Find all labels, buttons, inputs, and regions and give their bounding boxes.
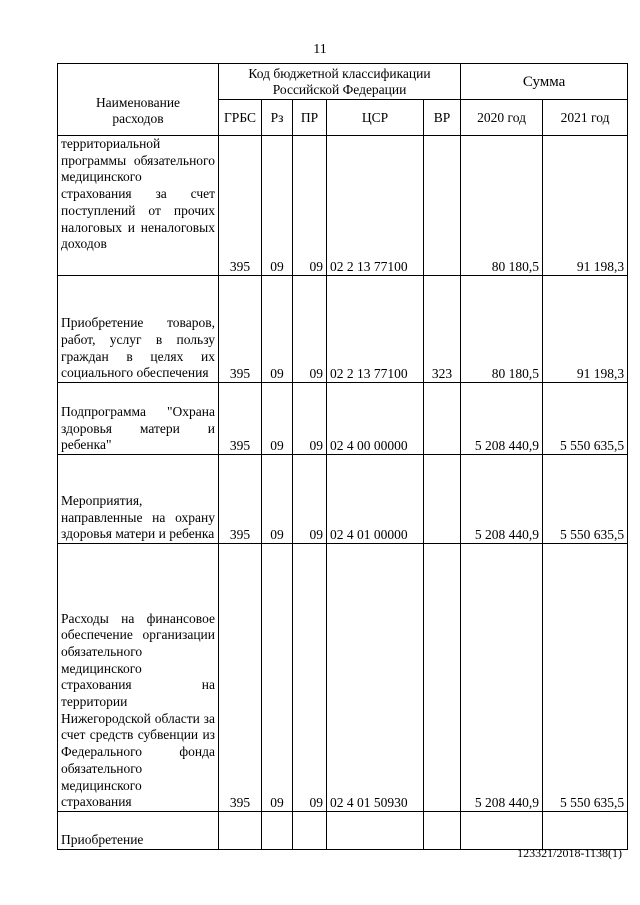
row-pr: 09 (293, 276, 327, 383)
row-2020: 80 180,5 (461, 136, 543, 276)
row-2021: 91 198,3 (543, 136, 628, 276)
row-vr: 323 (424, 276, 461, 383)
row-name: Приобретение (58, 812, 219, 850)
row-csr: 02 4 00 00000 (327, 383, 424, 455)
row-rz: 09 (262, 276, 293, 383)
row-vr (424, 455, 461, 544)
page-number: 11 (313, 42, 327, 57)
header-2021: 2021 год (543, 100, 628, 136)
row-rz: 09 (262, 383, 293, 455)
row-2021: 5 550 635,5 (543, 383, 628, 455)
header-code-group: Код бюджетной классификации Российской Федерации (219, 64, 461, 100)
row-pr: 09 (293, 544, 327, 812)
document-code: 123321/2018-1138(1) (517, 846, 622, 860)
row-csr: 02 2 13 77100 (327, 136, 424, 276)
row-2020: 5 208 440,9 (461, 383, 543, 455)
table-row (58, 383, 628, 455)
row-name: Приобретение товаров, работ, услуг в пользу граждан в целях их социального обеспечения (58, 276, 219, 383)
row-grbs: 395 (219, 136, 262, 276)
row-rz: 09 (262, 544, 293, 812)
row-2020: 5 208 440,9 (461, 544, 543, 812)
row-pr: 09 (293, 136, 327, 276)
row-grbs: 395 (219, 455, 262, 544)
row-csr: 02 2 13 77100 (327, 276, 424, 383)
header-grbs: ГРБС (219, 100, 262, 136)
row-vr (424, 544, 461, 812)
table-row (58, 812, 628, 850)
row-pr: 09 (293, 455, 327, 544)
table-row (58, 455, 628, 544)
table-row (58, 276, 628, 383)
header-name: Наименование расходов (58, 64, 219, 136)
table-row (58, 136, 628, 276)
header-rz: Рз (262, 100, 293, 136)
row-grbs: 395 (219, 544, 262, 812)
row-vr (424, 136, 461, 276)
row-2020: 80 180,5 (461, 276, 543, 383)
header-vr: ВР (424, 100, 461, 136)
row-name: Мероприятия, направленные на охрану здоровья матери и ребенка (58, 455, 219, 544)
row-2020: 5 208 440,9 (461, 455, 543, 544)
row-grbs: 395 (219, 383, 262, 455)
row-pr: 09 (293, 383, 327, 455)
row-2021: 5 550 635,5 (543, 455, 628, 544)
row-rz: 09 (262, 455, 293, 544)
row-vr (424, 383, 461, 455)
header-sum-group: Сумма (461, 64, 628, 100)
table-row (58, 544, 628, 812)
row-rz: 09 (262, 136, 293, 276)
header-csr: ЦСР (327, 100, 424, 136)
row-2021: 5 550 635,5 (543, 544, 628, 812)
row-2021: 91 198,3 (543, 276, 628, 383)
row-csr: 02 4 01 50930 (327, 544, 424, 812)
row-name: Подпрограмма "Охрана здоровья матери и ребенка" (58, 383, 219, 455)
header-pr: ПР (293, 100, 327, 136)
row-csr: 02 4 01 00000 (327, 455, 424, 544)
row-name: Расходы на финансовое обеспечение организации обязательного медицинского страхования на территории Нижегородской области за счет средств субвенции из Федерального фонда обязательного медицинского страхования (58, 544, 219, 812)
budget-table (57, 63, 628, 850)
header-2020: 2020 год (461, 100, 543, 136)
row-name: территориальной программы обязательного медицинского страхования за счет поступлений от прочих налоговых и неналоговых доходов (58, 136, 219, 276)
row-grbs: 395 (219, 276, 262, 383)
